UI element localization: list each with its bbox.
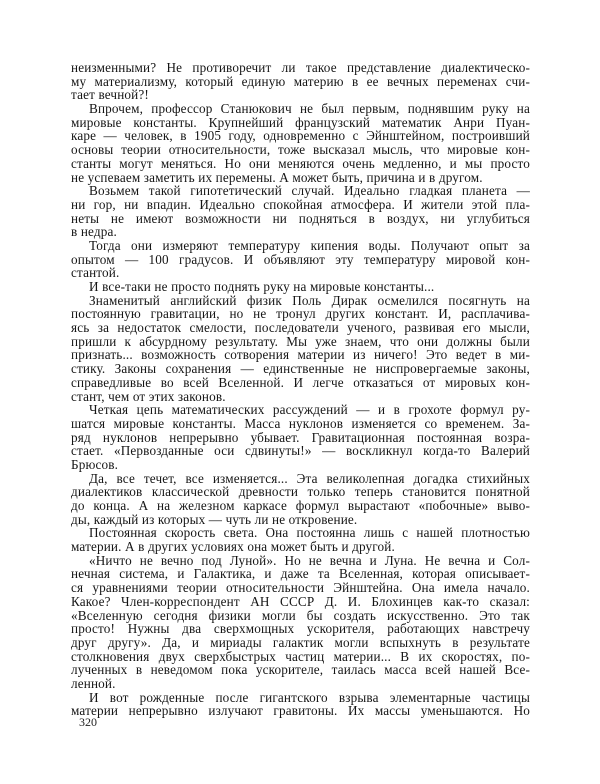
text-line: неты не имеют возможности ни подняться в воздух, ни углубиться: [71, 210, 530, 226]
paragraph: [71, 294, 530, 404]
text-line: справедливые во всей Вселенной. И легче отказаться от мировых кон-: [71, 374, 530, 390]
paragraph: [71, 184, 530, 239]
text-line: Впрочем, профессор Станюкович не был первым, поднявшим руку на: [89, 101, 530, 117]
text-line: материи. А в других условиях она может быть и другой.: [71, 539, 395, 555]
text-line: стантой.: [71, 265, 120, 281]
paragraph: [71, 403, 530, 471]
paragraph: [71, 554, 530, 691]
text-line: признать... возможность сотворения материи из ничего! Это ведет в ми-: [71, 347, 530, 363]
text-line: И все-таки не просто поднять руку на мировые константы...: [89, 279, 435, 294]
text-line: ды, каждый из которых — чуть ли не откровение.: [71, 511, 358, 527]
text-line: ясь за недостаток смелости, последователи ученого, развивая его мысли,: [71, 320, 530, 336]
text-line: Четкая цепь математических рассуждений — и в грохоте формул ру-: [89, 402, 530, 418]
paragraph: [71, 61, 530, 102]
text-line: Постоянная скорость света. Она постоянна лишь с нашей плотностью: [89, 525, 530, 541]
text-line: неизменными? Не противоречит ли такое представление диалектическо-: [71, 60, 530, 75]
text-line: Какое? Член-корреспондент АН СССР Д. И. Блохинцев как-то сказал:: [71, 593, 530, 609]
page-number: 320: [79, 715, 97, 729]
text-line: каре — человек, в 1905 году, одновременно с Эйнштейном, построивший: [71, 128, 530, 144]
text-line: стает. «Первозданные оси сдвинуты!» — воскликнул когда-то Валерий: [71, 443, 530, 459]
text-line: тает вечной?!: [71, 87, 149, 103]
text-line: Знаменитый английский физик Поль Дирак осмелился посягнуть на: [89, 292, 530, 308]
text-line: стант, чем от этих законов.: [71, 388, 226, 404]
text-line: нечная система, и Галактика, и даже та Вселенная, которая описывает-: [71, 566, 530, 582]
text-line: шатся мировые константы. Масса нуклонов изменяется со временем. За-: [71, 415, 530, 431]
text-line: Брюсов.: [71, 456, 119, 472]
paragraph: [71, 239, 530, 280]
text-line: не успеваем заметить их перемены. А может быть, причина и в другом.: [71, 169, 483, 185]
text-line: постоянную гравитации, но не тронул других констант. И, расплачива-: [71, 306, 530, 322]
paragraph: [71, 472, 530, 527]
text-line: стику. Законы сохранения — единственные не ниспровергаемые законы,: [71, 361, 530, 377]
paragraph: [71, 280, 530, 294]
text-line: ни гор, ни впадин. Идеально спокойная атмосфера. И жители этой пла-: [71, 196, 530, 212]
text-line: до конца. А на железном каркасе формул вырастают «побочные» выво-: [71, 498, 530, 513]
text-line: столкновения двух сверхбыстрых частиц материи... В их скоростях, по-: [71, 648, 530, 664]
page-body-text: [71, 61, 530, 718]
text-line: станты могут меняться. Но они меняются очень медленно, и мы просто: [71, 155, 530, 171]
paragraph: [71, 691, 530, 718]
text-line: лученных в неведомом пока ускорителе, таилась масса всей нашей Все-: [71, 662, 530, 678]
text-line: просто! Нужны два сверхмощных ускорителя, работающих навстречу: [71, 621, 530, 637]
text-line: друг другу». Да, и мириады галактик могли вспыхнуть в результате: [71, 634, 530, 650]
text-line: материи непрерывно излучают гравитоны. Их массы уменьшаются. Но: [71, 703, 530, 719]
text-line: опытом — 100 градусов. И объявляют эту температуру мировой кон-: [71, 251, 530, 267]
paragraph: [71, 526, 530, 553]
text-line: И вот рожденные после гигантского взрыва элементарные частицы: [89, 689, 530, 705]
text-line: му материализму, который единую материю в ее вечных переменах счи-: [71, 73, 530, 89]
text-line: «Вселенную сегодня физики могли бы создать искусственно. Это так: [71, 607, 530, 623]
paragraph: [71, 102, 530, 184]
text-line: диалектиков классической древности только теперь становится понятной: [71, 484, 530, 500]
text-line: Тогда они измеряют температуру кипения воды. Получают опыт за: [89, 237, 530, 253]
text-line: ся уравнениями теории относительности Эйнштейна. Она имела начало.: [71, 580, 530, 596]
text-line: ленной.: [71, 675, 116, 691]
text-line: Да, все течет, все изменяется... Эта великолепная догадка стихийных: [89, 470, 530, 486]
text-line: в недра.: [71, 224, 117, 240]
text-line: мировые константы. Крупнейший французский математик Анри Пуан-: [71, 114, 530, 130]
text-line: пришли к абсурдному результату. Мы уже знаем, что они должны были: [71, 333, 530, 349]
text-line: «Ничто не вечно под Луной». Но не вечна и Луна. Не вечна и Сол-: [89, 552, 530, 568]
text-line: ряд нуклонов непрерывно убывает. Гравитационная постоянная возра-: [71, 429, 530, 445]
text-line: Возьмем такой гипотетический случай. Идеально гладкая планета —: [89, 183, 530, 199]
text-line: основы теории относительности, тоже высказал мысль, что мировые кон-: [71, 142, 530, 158]
